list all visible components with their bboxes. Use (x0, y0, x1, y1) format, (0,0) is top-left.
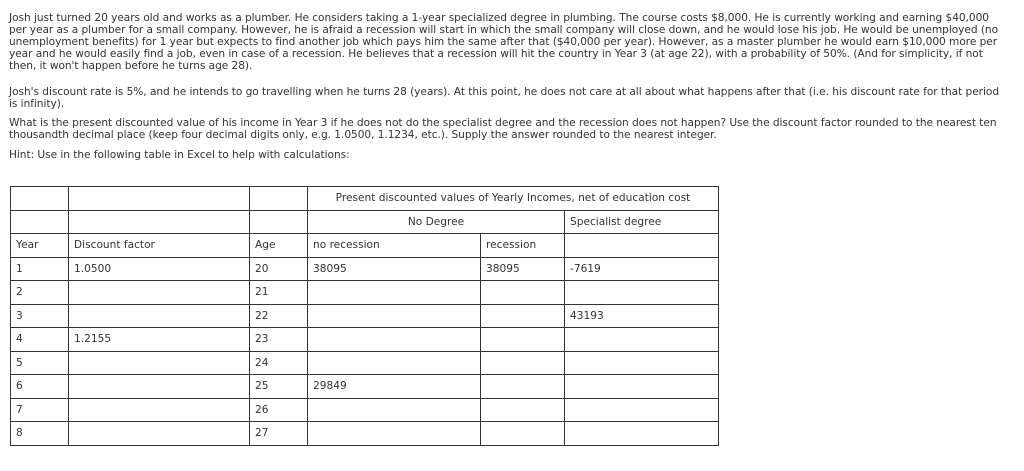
no-degree-header: No Degree (308, 210, 565, 234)
age-cell: 21 (250, 281, 308, 305)
specialist-column-header (565, 234, 719, 258)
recession-header: recession (481, 234, 565, 258)
table-row (11, 257, 719, 281)
table-cell (69, 210, 250, 234)
question-paragraph-2: Josh's discount rate is 5%, and he intends to go travelling when he turns 28 (years). At this point, he does not care at all about what happens after that (i.e. his discount rate for that period is infinity). (9, 86, 999, 110)
recession-cell (481, 351, 565, 375)
recession-cell (481, 304, 565, 328)
specialist-degree-cell: 43193 (565, 304, 719, 328)
table-cell (250, 187, 308, 211)
table-cell (11, 210, 69, 234)
specialist-degree-cell (565, 328, 719, 352)
no-recession-cell: 38095 (308, 257, 481, 281)
table-row (11, 351, 719, 375)
discount-factor-cell: 1.0500 (69, 257, 250, 281)
age-cell: 23 (250, 328, 308, 352)
no-recession-cell (308, 351, 481, 375)
recession-cell (481, 281, 565, 305)
specialist-degree-cell (565, 398, 719, 422)
no-recession-header: no recession (308, 234, 481, 258)
year-cell: 2 (11, 281, 69, 305)
year-cell: 1 (11, 257, 69, 281)
recession-cell (481, 422, 565, 446)
recession-cell (481, 328, 565, 352)
recession-cell (481, 375, 565, 399)
table-header-row (11, 234, 719, 258)
specialist-degree-cell (565, 281, 719, 305)
table-cell (250, 210, 308, 234)
age-cell: 27 (250, 422, 308, 446)
pdv-table (10, 186, 719, 446)
hint-text: Hint: Use in the following table in Excel to help with calculations: (9, 149, 350, 161)
year-cell: 3 (11, 304, 69, 328)
age-header: Age (250, 234, 308, 258)
age-cell: 24 (250, 351, 308, 375)
year-cell: 6 (11, 375, 69, 399)
discount-factor-cell: 1.2155 (69, 328, 250, 352)
discount-factor-cell (69, 398, 250, 422)
specialist-degree-cell (565, 422, 719, 446)
year-cell: 4 (11, 328, 69, 352)
age-cell: 26 (250, 398, 308, 422)
table-group-row (11, 210, 719, 234)
specialist-degree-cell: -7619 (565, 257, 719, 281)
specialist-degree-header: Specialist degree (565, 210, 719, 234)
discount-factor-cell (69, 304, 250, 328)
no-recession-cell: 29849 (308, 375, 481, 399)
age-cell: 25 (250, 375, 308, 399)
question-paragraph-1: Josh just turned 20 years old and works as a plumber. He considers taking a 1-year specialized degree in plumbing. The course costs $8,000. He is currently working and earning $40,000 per year as a plumber for a small company. However, he is afraid a recession will start in which the small company will close down, and he would lose his job. He would be unemployed (no unemployment benefits) for 1 year but expects to find another job which pays him the same after that ($40,000 per year). However, as a master plumber he would earn $10,000 more per year and he would easily find a job, even in case of a recession. He believes that a recession will hit the country in Year 3 (at age 22), with a probability of 50%. (And for simplicity, if not then, it won't happen before he turns age 28). (9, 12, 999, 72)
no-recession-cell (308, 304, 481, 328)
specialist-degree-cell (565, 351, 719, 375)
no-recession-cell (308, 328, 481, 352)
age-cell: 22 (250, 304, 308, 328)
table-title: Present discounted values of Yearly Incomes, net of education cost (308, 187, 719, 211)
no-recession-cell (308, 422, 481, 446)
table-cell (69, 187, 250, 211)
recession-cell (481, 398, 565, 422)
table-row (11, 375, 719, 399)
discount-factor-cell (69, 281, 250, 305)
no-recession-cell (308, 281, 481, 305)
year-cell: 5 (11, 351, 69, 375)
year-cell: 8 (11, 422, 69, 446)
question-paragraph-3: What is the present discounted value of his income in Year 3 if he does not do the specialist degree and the recession does not happen? Use the discount factor rounded to the nearest ten thousandth decimal place (keep four decimal digits only, e.g. 1.0500, 1.1234, etc.). Supply the answer rounded to the nearest integer. (9, 117, 997, 141)
discount-factor-cell (69, 375, 250, 399)
discount-factor-cell (69, 351, 250, 375)
recession-cell: 38095 (481, 257, 565, 281)
table-row (11, 398, 719, 422)
table-row (11, 281, 719, 305)
age-cell: 20 (250, 257, 308, 281)
specialist-degree-cell (565, 375, 719, 399)
table-row (11, 304, 719, 328)
table-row (11, 328, 719, 352)
discount-factor-header: Discount factor (69, 234, 250, 258)
table-row (11, 422, 719, 446)
table-cell (11, 187, 69, 211)
table-title-row (11, 187, 719, 211)
year-header: Year (11, 234, 69, 258)
discount-factor-cell (69, 422, 250, 446)
no-recession-cell (308, 398, 481, 422)
year-cell: 7 (11, 398, 69, 422)
